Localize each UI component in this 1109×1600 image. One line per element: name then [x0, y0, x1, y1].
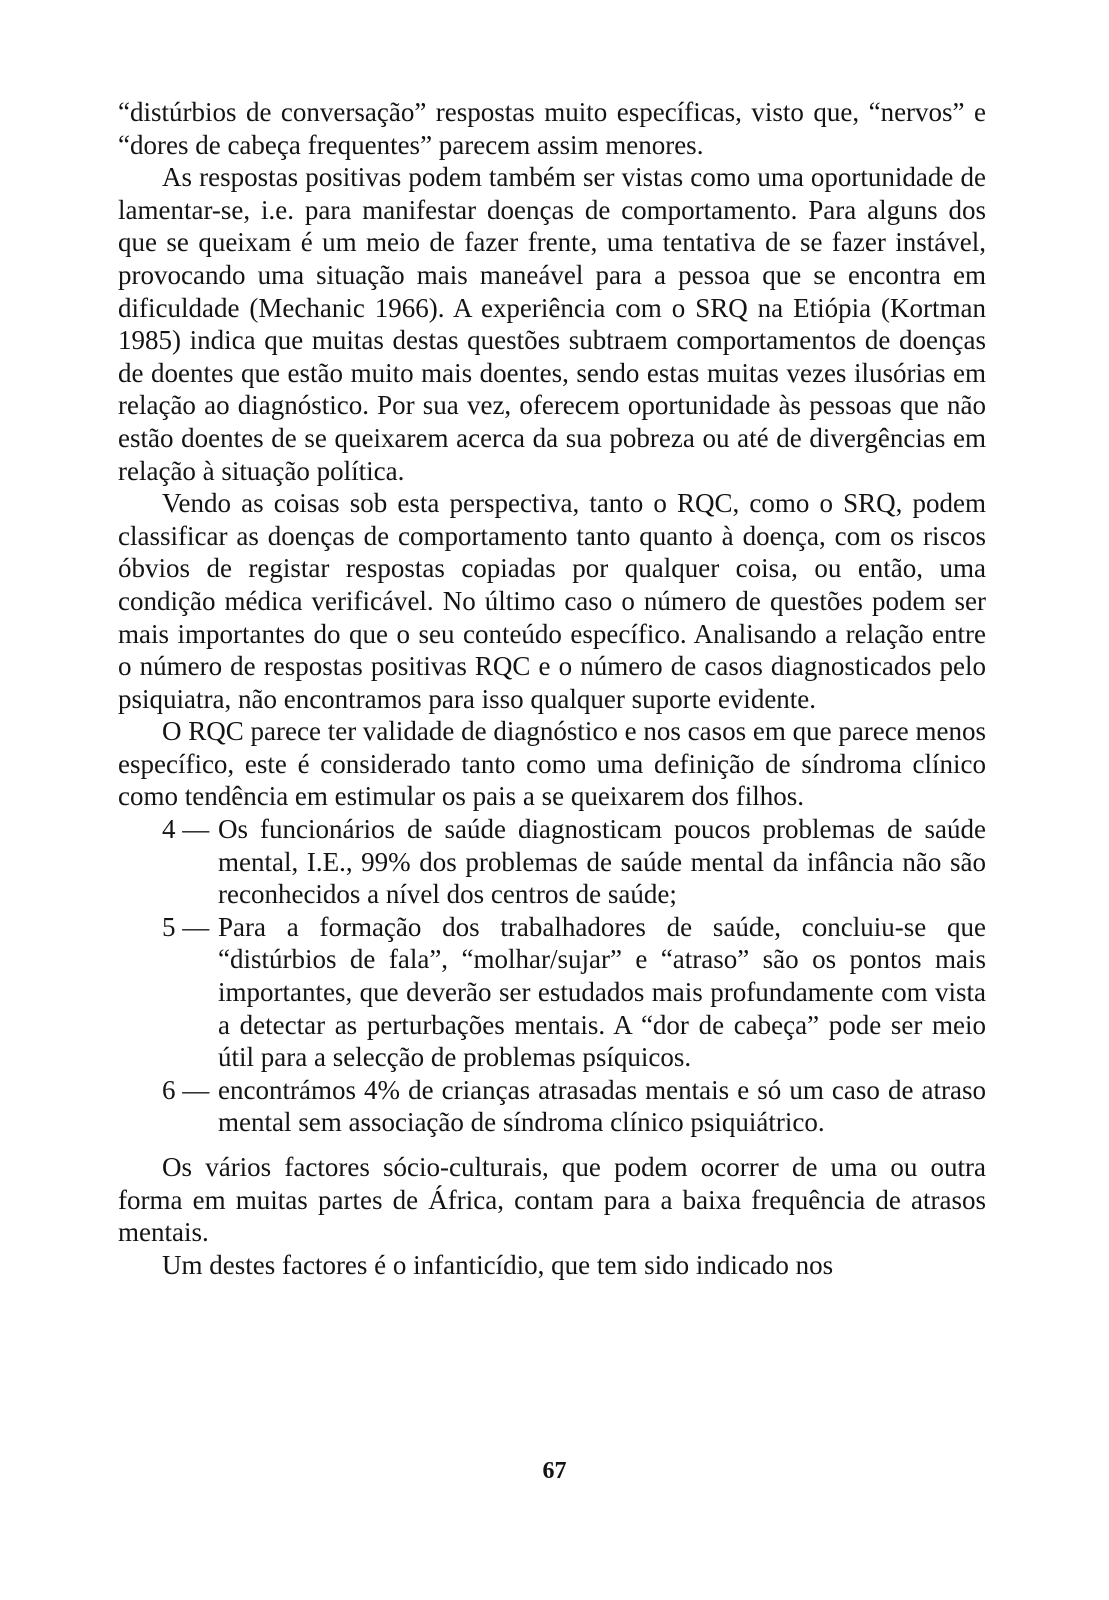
- paragraph-perspective: Vendo as coisas sob esta perspectiva, tanto o RQC, como o SRQ, podem classificar as doenças de comportamento tanto quanto à doença, com os riscos óbvios de registar respostas copiadas por qualquer coisa, ou então, uma condição médica verificável. No último caso o número de questões podem ser mais importantes do que o seu conteúdo específico. Analisando a relação entre o número de respostas positivas RQC e o número de casos diagnosticados pelo psiquiatra, não encontramos para isso qualquer suporte evidente.: [118, 488, 986, 714]
- paragraph-sociocultural-factors: Os vários factores sócio-culturais, que podem ocorrer de uma ou outra forma em muitas partes de África, contam para a baixa frequência de atrasos mentais.: [118, 1152, 986, 1248]
- list-text: Para a formação dos trabalhadores de saúde, concluiu-se que “distúrbios de fala”, “molhar/sujar” e “atraso” são os pontos mais importantes, que deverão ser estudados mais profundamente com vista a detectar as perturbações mentais. A “dor de cabeça” pode ser meio útil para a selecção de problemas psíquicos.: [218, 911, 986, 1073]
- list-marker: 6 —: [162, 1074, 210, 1105]
- list-text: encontrámos 4% de crianças atrasadas mentais e só um caso de atraso mental sem associação de síndroma clínico psiquiátrico.: [218, 1074, 986, 1138]
- list-item-6: [118, 1074, 986, 1139]
- list-marker: 5 —: [162, 911, 210, 942]
- paragraph-continuation: “distúrbios de conversação” respostas muito específicas, visto que, “nervos” e “dores de cabeça frequentes” parecem assim menores.: [118, 97, 986, 160]
- list-item-5: [118, 911, 986, 1074]
- list-item-4: [118, 813, 986, 911]
- paragraph-positive-responses: As respostas positivas podem também ser vistas como uma oportunidade de lamentar-se, i.e. para manifestar doenças de comportamento. Para alguns dos que se queixam é um meio de fazer frente, uma tentativa de se fazer instável, provocando uma situação mais maneável para a pessoa que se encontra em dificuldade (Mechanic 1966). A experiência com o SRQ na Etiópia (Kortman 1985) indica que muitas destas questões subtraem comportamentos de doenças de doentes que estão muito mais doentes, sendo estas muitas vezes ilusórias em relação ao diagnóstico. Por sua vez, oferecem oportunidade às pessoas que não estão doentes de se queixarem acerca da sua pobreza ou até de divergências em relação à situação política.: [118, 162, 986, 486]
- paragraph-infanticide: Um destes factores é o infanticídio, que tem sido indicado nos: [162, 1249, 834, 1280]
- list-text: Os funcionários de saúde diagnosticam poucos problemas de saúde mental, I.E., 99% dos problemas de saúde mental da infância não são reconhecidos a nível dos centros de saúde;: [218, 814, 986, 910]
- list-marker: 4 —: [162, 814, 210, 845]
- page-number: 67: [542, 1458, 567, 1484]
- body-text: [118, 96, 986, 1281]
- paragraph-rqc-validity: O RQC parece ter validade de diagnóstico e nos casos em que parece menos específico, este é considerado tanto como uma definição de síndroma clínico como tendência em estimular os pais a se queixarem dos filhos.: [118, 716, 986, 812]
